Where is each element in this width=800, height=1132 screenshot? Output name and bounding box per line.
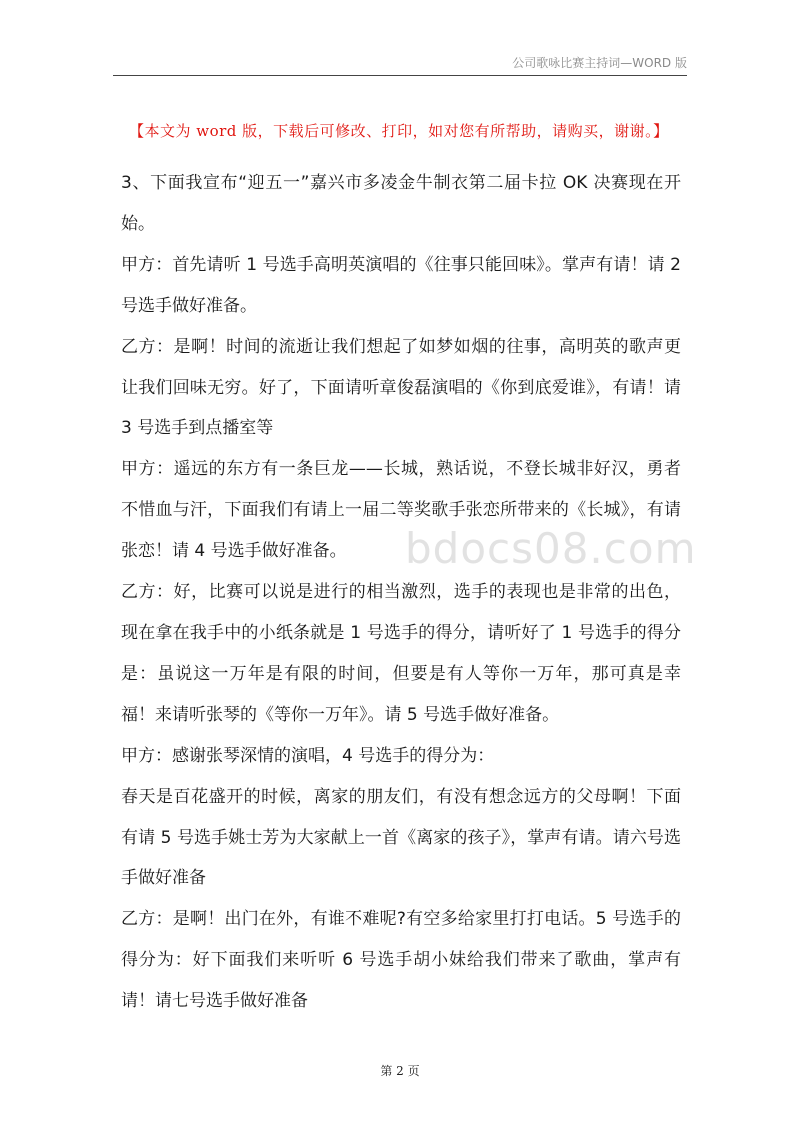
paragraph: 乙方：是啊！时间的流逝让我们想起了如梦如烟的往事，高明英的歌声更让我们回味无穷。好了，下面请听章俊磊演唱的《你到底爱谁》，有请！请 3 号选手到点播室等 [121,336,681,439]
header-divider [113,75,687,76]
page-header-title: 公司歌咏比赛主持词—WORD 版 [512,56,687,70]
paragraph: 甲方：首先请听 1 号选手高明英演唱的《往事只能回味》。掌声有请！请 2 号选手做好准备。 [121,254,681,316]
paragraph: 乙方：好，比赛可以说是进行的相当激烈，选手的表现也是非常的出色，现在拿在我手中的小纸条就是 1 号选手的得分，请听好了 1 号选手的得分是：虽说这一万年是有限的时间，但要是有人等你一万年，那可真是幸福！来请听张琴的《等你一万年》。请 5 号选手做好准备。 [121,582,681,725]
paragraph: 3、下面我宣布“迎五一”嘉兴市多凌金牛制衣第二届卡拉 OK 决赛现在开始。 [121,173,681,234]
paragraph: 春天是百花盛开的时候，离家的朋友们，有没有想念远方的父母啊！下面有请 5 号选手姚士芳为大家献上一首《离家的孩子》，掌声有请。请六号选手做好准备 [121,786,681,889]
document-body [121,163,681,1022]
paragraph: 乙方：是啊！出门在外，有谁不难呢?有空多给家里打打电话。5 号选手的得分为：好下面我们来听听 6 号选手胡小妹给我们带来了歌曲，掌声有请！请七号选手做好准备 [121,909,681,1012]
purchase-notice: 【本文为 word 版，下载后可修改、打印，如对您有所帮助，请购买，谢谢。】 [129,122,669,140]
paragraph: 甲方：遥远的东方有一条巨龙——长城，熟话说，不登长城非好汉，勇者不惜血与汗，下面我们有请上一届二等奖歌手张恋所带来的《长城》，有请张恋！请 4 号选手做好准备。 [121,459,681,562]
page-number: 第 2 页 [380,1064,420,1078]
paragraph: 甲方：感谢张琴深情的演唱，4 号选手的得分为： [121,745,495,766]
watermark: bdocs08.com [405,524,697,573]
